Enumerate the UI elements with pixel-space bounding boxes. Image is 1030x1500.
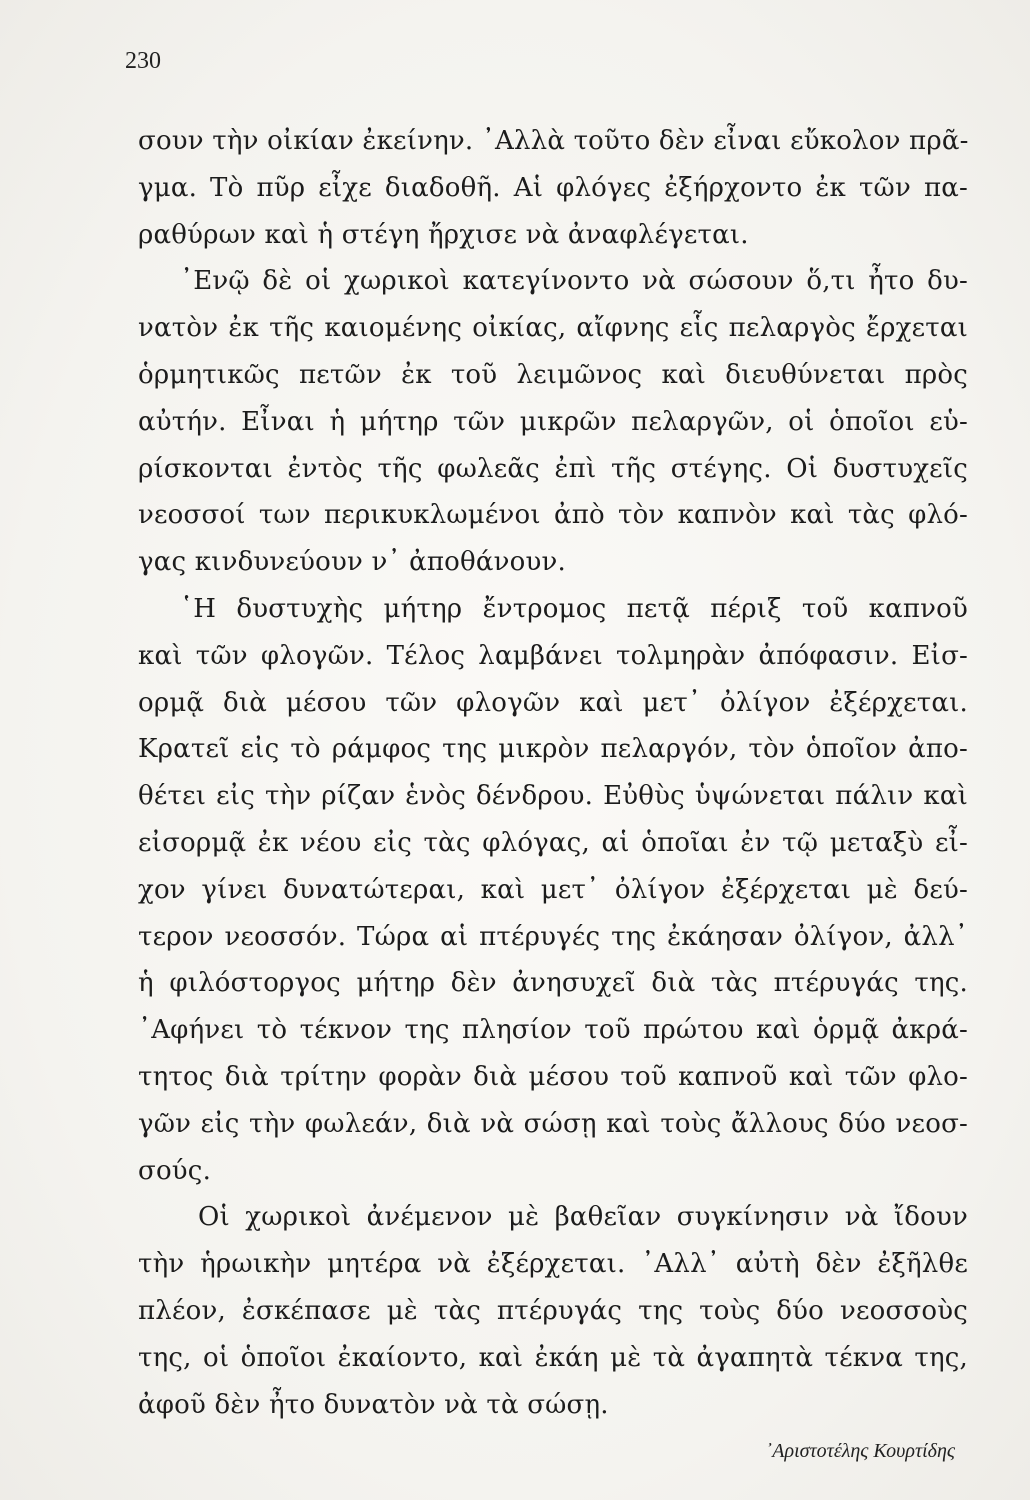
text-line: εἰσορμᾷ ἐκ νέου εἰς τὰς φλόγας, αἱ ὁποῖαι ἐν τῷ μεταξὺ εἶ- [138,827,968,858]
author-signature: ᾿Αριστοτέλης Κουρτίδης [765,1440,955,1462]
text-line: νεοσσοί των περικυκλωμένοι ἀπὸ τὸν καπνὸν καὶ τὰς φλό- [138,500,968,531]
text-line: γμα. Τὸ πῦρ εἶχε διαδοθῆ. Αἱ φλόγες ἐξήρχοντο ἐκ τῶν πα- [138,172,968,203]
text-line: ρίσκονται ἐντὸς τῆς φωλεᾶς ἐπὶ τῆς στέγης. Οἱ δυστυχεῖς [138,453,968,484]
text-line: σούς. [138,1155,212,1186]
text-line: ὁρμητικῶς πετῶν ἐκ τοῦ λειμῶνος καὶ διευθύνεται πρὸς [138,359,968,390]
page-number: 230 [125,48,161,74]
text-line: ορμᾷ διὰ μέσου τῶν φλογῶν καὶ μετ᾿ ὀλίγον ἐξέρχεται. [138,687,968,718]
text-line: θέτει εἰς τὴν ρίζαν ἑνὸς δένδρου. Εὐθὺς ὑψώνεται πάλιν καὶ [138,781,968,812]
text-line: της, οἱ ὁποῖοι ἐκαίοντο, καὶ ἐκάη μὲ τὰ ἀγαπητὰ τέκνα της, [138,1342,968,1373]
text-line: ἡ φιλόστοργος μήτηρ δὲν ἀνησυχεῖ διὰ τὰς πτέρυγάς της. [138,968,968,999]
text-line: ραθύρων καὶ ἡ στέγη ἤρχισε νὰ ἀναφλέγεται. [138,219,749,250]
text-line: ᾿Αφήνει τὸ τέκνον της πλησίον τοῦ πρώτου καὶ ὁρμᾷ ἀκρά- [138,1015,968,1046]
text-line: τὴν ἡρωικὴν μητέρα νὰ ἐξέρχεται. ᾿Αλλ᾿ αὐτὴ δὲν ἐξῆλθε [138,1249,968,1280]
text-line: τητος διὰ τρίτην φορὰν διὰ μέσου τοῦ καπνοῦ καὶ τῶν φλο- [138,1061,968,1092]
text-line: γῶν εἰς τὴν φωλεάν, διὰ νὰ σώσῃ καὶ τοὺς ἄλλους δύο νεοσ- [138,1108,968,1139]
text-line: ᾿Ενῷ δὲ οἱ χωρικοὶ κατεγίνοντο νὰ σώσουν ὅ,τι ἦτο δυ- [180,266,968,297]
text-line: σουν τὴν οἰκίαν ἐκείνην. ᾿Αλλὰ τοῦτο δὲν εἶναι εὔκολον πρᾶ- [138,126,969,156]
text-line: γας κινδυνεύουν ν᾿ ἀποθάνουν. [138,547,566,578]
text-line: καὶ τῶν φλογῶν. Τέλος λαμβάνει τολμηρὰν ἀπόφασιν. Εἰσ- [138,640,968,671]
text-line: Κρατεῖ εἰς τὸ ράμφος της μικρὸν πελαργόν, τὸν ὁποῖον ἀπο- [138,734,968,765]
text-line: αὐτήν. Εἶναι ἡ μήτηρ τῶν μικρῶν πελαργῶν, οἱ ὁποῖοι εὑ- [138,406,968,437]
text-line: Οἱ χωρικοὶ ἀνέμενον μὲ βαθεῖαν συγκίνησιν νὰ ἴδουν [198,1202,968,1233]
text-line: τερον νεοσσόν. Τώρα αἱ πτέρυγές της ἐκάησαν ὀλίγον, ἀλλ᾿ [138,921,968,952]
text-line: νατὸν ἐκ τῆς καιομένης οἰκίας, αἴφνης εἷς πελαργὸς ἔρχεται [138,313,968,344]
text-line: ἀφοῦ δὲν ἦτο δυνατὸν νὰ τὰ σώσῃ. [138,1389,609,1420]
text-line: πλέον, ἐσκέπασε μὲ τὰς πτέρυγάς της τοὺς δύο νεοσσοὺς [138,1295,968,1326]
text-line: χον γίνει δυνατώτεραι, καὶ μετ᾿ ὀλίγον ἐξέρχεται μὲ δεύ- [138,874,968,905]
text-line: ῾Η δυστυχὴς μήτηρ ἔντρομος πετᾷ πέριξ τοῦ καπνοῦ [180,593,968,624]
body-text [138,118,968,1428]
